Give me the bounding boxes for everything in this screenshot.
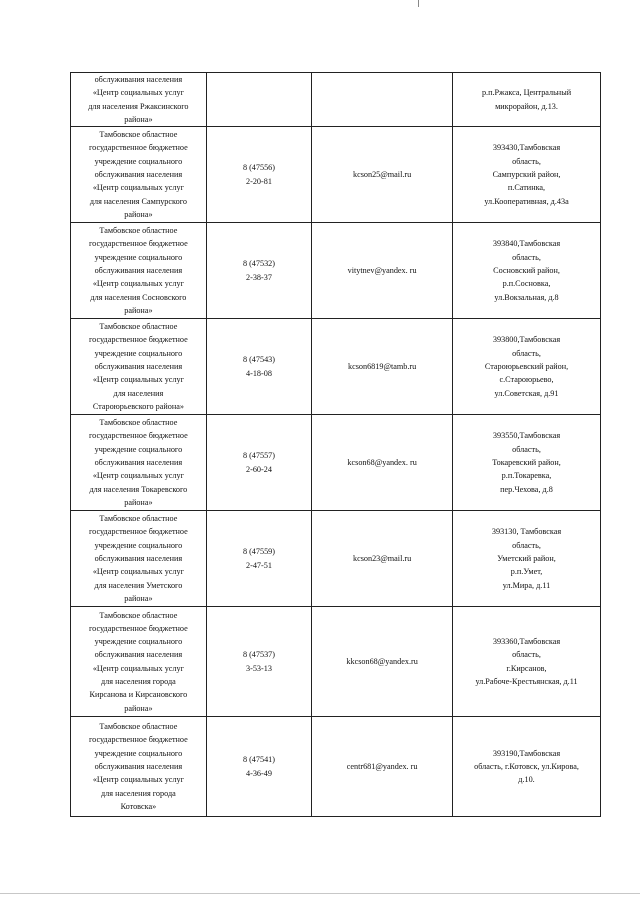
- org-name-line: «Центр социальных услуг: [92, 88, 184, 98]
- organizations-table: [70, 72, 601, 817]
- address-line: р.п.Сосновка,: [502, 279, 551, 289]
- org-name-line: для населения Сампурского: [89, 196, 187, 206]
- address-line: 393190,Тамбовская: [492, 748, 561, 758]
- org-name-line: Тамбовское областное: [99, 610, 178, 620]
- address-line: 393430,Тамбовская: [492, 143, 561, 153]
- phone-cell: [206, 511, 311, 607]
- org-name-cell: [71, 319, 207, 415]
- org-name-line: обслуживания населения: [94, 554, 183, 564]
- table-row: [71, 127, 601, 223]
- org-name-line: района»: [124, 497, 153, 507]
- table-row: [71, 415, 601, 511]
- scan-mark-top: [418, 0, 419, 7]
- org-name-line: учреждение социального: [94, 540, 183, 550]
- org-name-line: обслуживания населения: [94, 266, 183, 276]
- address-line: ул.Кооперативная, д.43а: [484, 196, 569, 206]
- address-cell: [453, 223, 601, 319]
- org-name-line: обслуживания населения: [94, 170, 183, 180]
- address-cell: [453, 607, 601, 717]
- address-line: ул.Вокзальная, д.8: [494, 292, 559, 302]
- address-line: 393840,Тамбовская: [492, 239, 561, 249]
- phone-cell: [206, 607, 311, 717]
- address-line: р.п.Токаревка,: [501, 471, 552, 481]
- org-name-line: Староюрьевского района»: [92, 401, 184, 411]
- org-name-cell: [71, 223, 207, 319]
- address-cell: [453, 319, 601, 415]
- org-name-line: государственное бюджетное: [89, 527, 188, 537]
- phone-cell: [206, 223, 311, 319]
- table-row: [71, 319, 601, 415]
- org-name-line: Тамбовское областное: [99, 418, 178, 428]
- email-text: centr681@yandex. ru: [346, 762, 418, 772]
- email-cell: [312, 511, 453, 607]
- email-cell: [312, 223, 453, 319]
- email-cell: [312, 607, 453, 717]
- email-text: kcson23@mail.ru: [352, 554, 412, 564]
- org-name-line: для населения Сосновского: [90, 292, 187, 302]
- address-line: область,: [512, 650, 541, 660]
- address-line: п.Сатинка,: [507, 183, 546, 193]
- org-name-line: обслуживания населения: [94, 458, 183, 468]
- org-name-line: обслуживания населения: [94, 75, 183, 84]
- org-name-cell: [71, 717, 207, 817]
- address-line: область,: [512, 540, 541, 550]
- address-line: микрорайон, д.13.: [495, 101, 558, 111]
- phone-line: 8 (47557): [242, 451, 275, 461]
- address-line: область,: [512, 348, 541, 358]
- table-row: [71, 511, 601, 607]
- address-cell: [453, 73, 601, 127]
- org-name-line: для населения города: [101, 676, 176, 686]
- email-text: kcson6819@tamb.ru: [347, 362, 417, 372]
- org-name-line: «Центр социальных услуг: [92, 183, 184, 193]
- table-body: [71, 73, 601, 817]
- phone-line: 8 (47556): [242, 163, 275, 173]
- org-name-line: государственное бюджетное: [89, 431, 188, 441]
- address-line: Сампурский район,: [492, 170, 561, 180]
- phone-line: 8 (47541): [242, 755, 275, 765]
- org-name-line: «Центр социальных услуг: [92, 471, 184, 481]
- table-row: [71, 607, 601, 717]
- org-name-line: для населения города: [101, 788, 176, 798]
- email-cell: [312, 73, 453, 127]
- phone-line: 4-18-08: [246, 368, 272, 378]
- address-line: ул.Мира, д.11: [502, 580, 551, 590]
- org-name-line: учреждение социального: [94, 348, 183, 358]
- org-name-line: района»: [124, 593, 153, 603]
- email-cell: [312, 717, 453, 817]
- address-line: область,: [512, 252, 541, 262]
- phone-line: 2-38-37: [246, 272, 272, 282]
- org-name-line: для населения Ржаксинского: [88, 101, 189, 111]
- org-name-line: Тамбовское областное: [99, 322, 178, 332]
- address-line: Сосновский район,: [493, 266, 560, 276]
- org-name-line: учреждение социального: [94, 444, 183, 454]
- phone-line: 2-47-51: [246, 560, 272, 570]
- address-line: 393800,Тамбовская: [492, 335, 561, 345]
- address-line: с.Староюрьево,: [499, 375, 554, 385]
- org-name-line: учреждение социального: [94, 637, 183, 647]
- address-line: 393550,Тамбовская: [492, 431, 561, 441]
- address-line: область,: [512, 156, 541, 166]
- org-name-line: Кирсанова и Кирсановского: [89, 690, 188, 700]
- phone-line: 4-36-49: [246, 768, 272, 778]
- table-row: [71, 73, 601, 127]
- address-line: Уметский район,: [497, 554, 556, 564]
- phone-cell: [206, 127, 311, 223]
- org-name-line: «Центр социальных услуг: [92, 375, 184, 385]
- org-name-cell: [71, 511, 207, 607]
- phone-line: 8 (47543): [242, 355, 275, 365]
- address-line: д.10.: [518, 775, 535, 785]
- org-name-line: обслуживания населения: [94, 762, 183, 772]
- phone-line: 2-60-24: [246, 464, 272, 474]
- org-name-line: «Центр социальных услуг: [92, 567, 184, 577]
- org-name-line: «Центр социальных услуг: [92, 279, 184, 289]
- org-name-line: государственное бюджетное: [89, 623, 188, 633]
- org-name-line: государственное бюджетное: [89, 239, 188, 249]
- email-text: kkcson68@yandex.ru: [346, 657, 418, 667]
- org-name-line: Тамбовское областное: [99, 722, 178, 732]
- address-line: Токаревский район,: [492, 458, 561, 468]
- org-name-line: для населения Уметского: [94, 580, 183, 590]
- address-line: Староюрьевский район,: [484, 362, 569, 372]
- phone-cell: [206, 415, 311, 511]
- org-name-cell: [71, 607, 207, 717]
- phone-line: 8 (47559): [242, 547, 275, 557]
- address-cell: [453, 415, 601, 511]
- address-line: область,: [512, 444, 541, 454]
- email-cell: [312, 415, 453, 511]
- address-cell: [453, 717, 601, 817]
- org-name-cell: [71, 127, 207, 223]
- org-name-line: учреждение социального: [94, 748, 183, 758]
- org-name-line: Тамбовское областное: [99, 130, 178, 140]
- email-cell: [312, 127, 453, 223]
- org-name-cell: [71, 73, 207, 127]
- org-name-line: района»: [124, 305, 153, 315]
- email-text: kcson68@yandex. ru: [347, 458, 417, 468]
- table-row: [71, 223, 601, 319]
- address-line: область, г.Котовск, ул.Кирова,: [474, 762, 579, 772]
- org-name-line: государственное бюджетное: [89, 143, 188, 153]
- org-name-line: района»: [124, 209, 153, 219]
- phone-line: 3-53-13: [246, 663, 272, 673]
- org-name-line: государственное бюджетное: [89, 335, 188, 345]
- email-text: vitytnev@yandex. ru: [347, 266, 417, 276]
- address-line: пер.Чехова, д.8: [500, 484, 553, 494]
- org-name-cell: [71, 415, 207, 511]
- phone-line: 2-20-81: [246, 176, 272, 186]
- org-name-line: для населения Токаревского: [89, 484, 188, 494]
- org-name-line: обслуживания населения: [94, 362, 183, 372]
- org-name-line: «Центр социальных услуг: [92, 775, 184, 785]
- address-line: ул.Рабоче-Крестьянская, д.11: [475, 676, 578, 686]
- address-line: р.п.Ржакса, Центральный: [481, 88, 572, 98]
- address-line: р.п.Умет,: [510, 567, 543, 577]
- address-cell: [453, 511, 601, 607]
- org-name-line: «Центр социальных услуг: [92, 663, 184, 673]
- org-name-line: для населения: [113, 388, 164, 398]
- phone-line: 8 (47532): [242, 259, 275, 269]
- address-line: 393130, Тамбовская: [491, 527, 562, 537]
- phone-cell: [206, 73, 311, 127]
- address-line: ул.Советская, д.91: [494, 388, 559, 398]
- phone-line: 8 (47537): [242, 650, 275, 660]
- address-line: г.Кирсанов,: [506, 663, 547, 673]
- email-cell: [312, 319, 453, 415]
- table-row: [71, 717, 601, 817]
- phone-cell: [206, 717, 311, 817]
- org-name-line: Тамбовское областное: [99, 226, 178, 236]
- email-text: kcson25@mail.ru: [352, 170, 412, 180]
- org-name-line: государственное бюджетное: [89, 735, 188, 745]
- org-name-line: района»: [124, 114, 153, 124]
- address-line: 393360,Тамбовская: [492, 637, 561, 647]
- org-name-line: Тамбовское областное: [99, 514, 178, 524]
- address-cell: [453, 127, 601, 223]
- org-name-line: района»: [124, 703, 153, 713]
- org-name-line: обслуживания населения: [94, 650, 183, 660]
- phone-cell: [206, 319, 311, 415]
- org-name-line: учреждение социального: [94, 156, 183, 166]
- org-name-line: учреждение социального: [94, 252, 183, 262]
- org-name-line: Котовска»: [120, 801, 157, 811]
- scan-line-bottom: [0, 893, 640, 894]
